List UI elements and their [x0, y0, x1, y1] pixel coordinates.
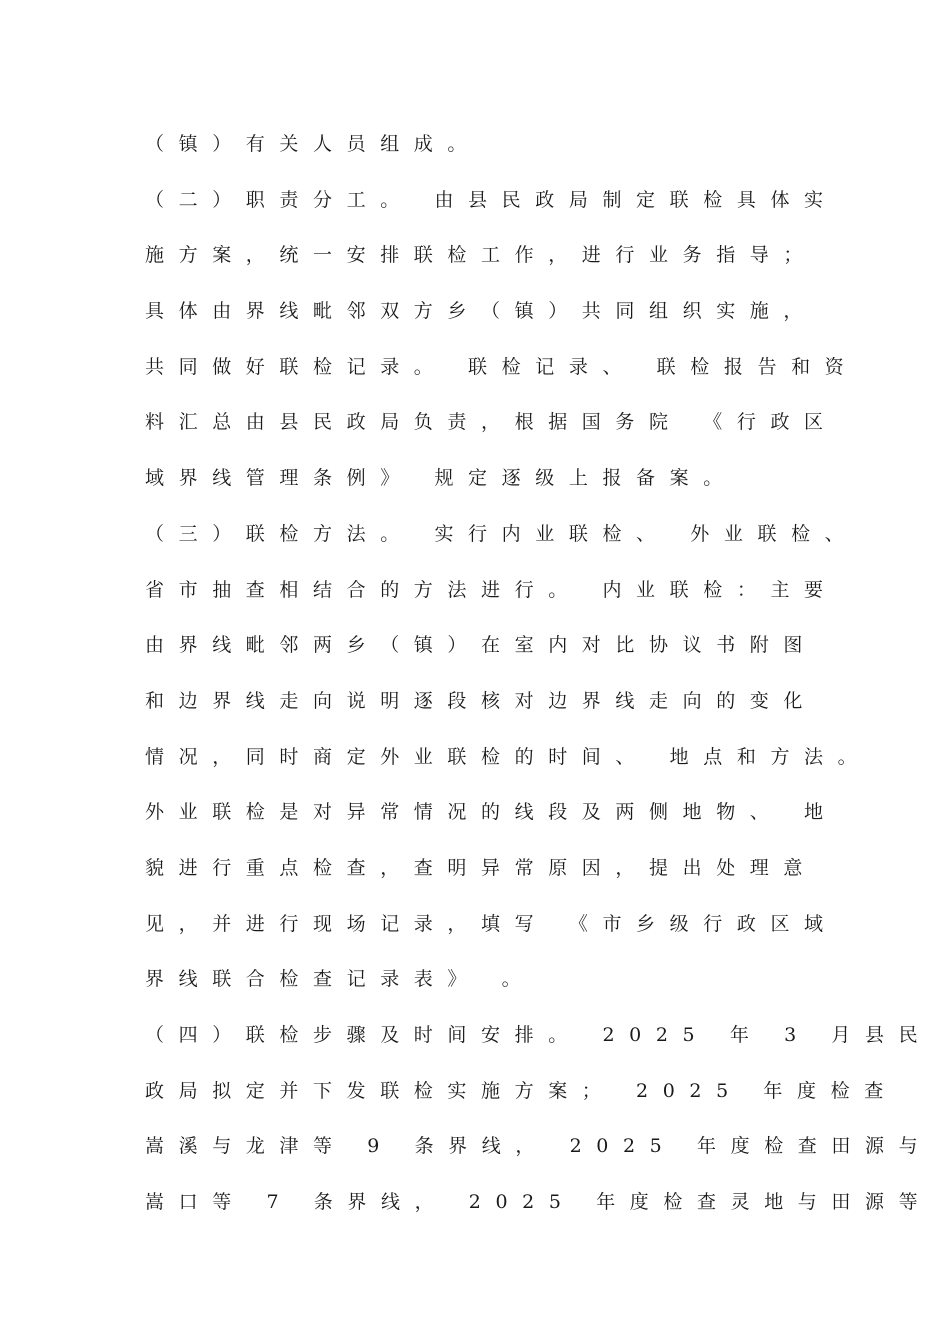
text-line: 料汇总由县民政局负责，根据国务院 《行政区	[145, 411, 838, 434]
text-line: 和边界线走向说明逐段核对边界线走向的变化	[145, 689, 818, 712]
text-line: 见，并进行现场记录，填写 《市乡级行政区域	[145, 912, 838, 935]
text-line: （二）职责分工。 由县民政局制定联检具体实	[145, 188, 838, 211]
text-line: 嵩溪与龙津等 9 条界线， 2025 年度检查田源与	[145, 1135, 933, 1158]
text-line: 情况，同时商定外业联检的时间、 地点和方法。	[145, 745, 872, 768]
body-text	[145, 128, 933, 1242]
text-line: 界线联合检查记录表》 。	[145, 968, 536, 991]
text-line: 由界线毗邻两乡（镇）在室内对比协议书附图	[145, 634, 818, 657]
text-line: 具体由界线毗邻双方乡（镇）共同组织实施，	[145, 300, 818, 323]
text-line: （镇）有关人员组成。	[145, 133, 482, 155]
text-line: 政局拟定并下发联检实施方案； 2025 年度检查	[145, 1079, 898, 1102]
text-line: （四）联检步骤及时间安排。 2025 年 3 月县民	[145, 1024, 933, 1046]
text-line: 貌进行重点检查，查明异常原因，提出处理意	[145, 856, 818, 879]
text-line: 外业联检是对异常情况的线段及两侧地物、 地	[145, 801, 838, 824]
text-line: 嵩口等 7 条界线， 2025 年度检查灵地与田源等	[145, 1191, 933, 1214]
text-line: 域界线管理条例》 规定逐级上报备案。	[145, 467, 737, 490]
text-line: （三）联检方法。 实行内业联检、 外业联检、	[145, 522, 859, 545]
text-line: 省市抽查相结合的方法进行。 内业联检：主要	[145, 578, 838, 601]
text-line: 施方案，统一安排联检工作，进行业务指导；	[145, 244, 818, 267]
text-line: 共同做好联检记录。 联检记录、 联检报告和资	[145, 355, 859, 378]
